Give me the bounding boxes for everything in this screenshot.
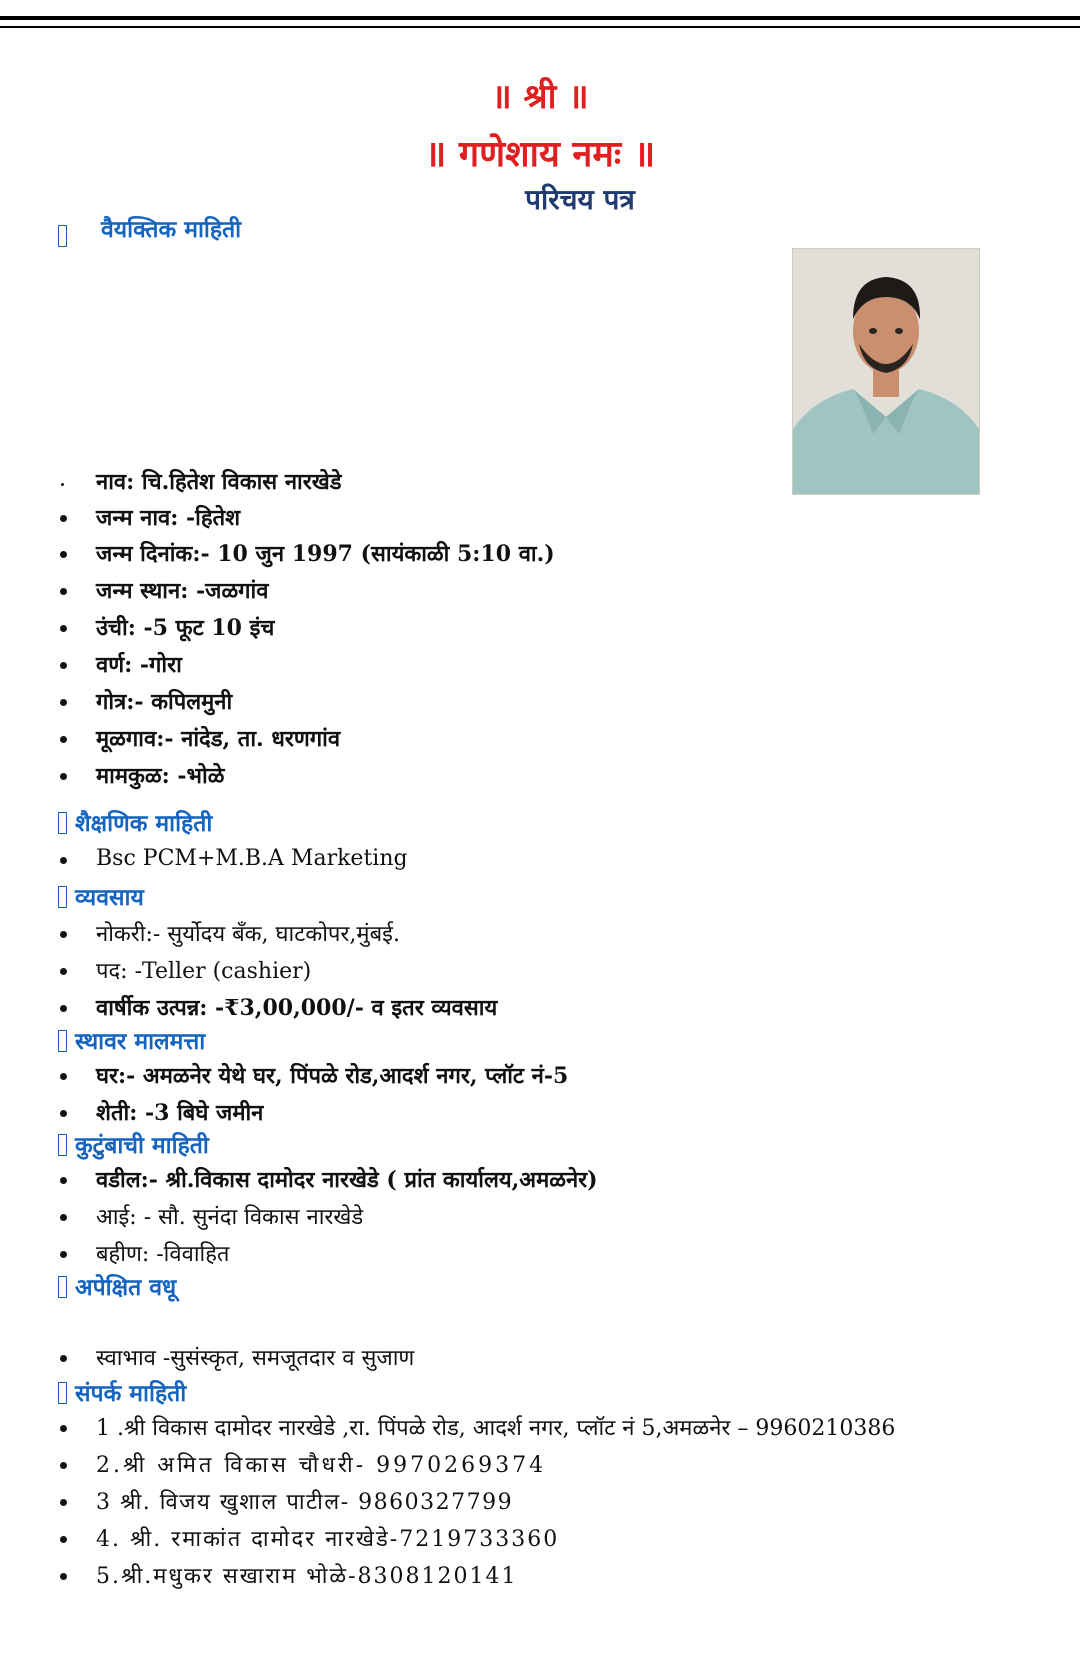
contact-item: 4. श्री. रमाकांत दामोदर नारखेडे-7219733360 (60, 1523, 523, 1553)
bullet-icon (60, 1425, 67, 1432)
checkbox-glyph-icon (58, 1030, 67, 1052)
list-item: पद: -Teller (cashier) (60, 955, 275, 985)
person-photo-icon (793, 249, 979, 494)
bullet-icon (60, 515, 67, 522)
contact-item: 5.श्री.मधुकर सखाराम भोळे-8308120141 (60, 1560, 482, 1590)
section-contact: संपर्क माहिती (58, 1376, 186, 1408)
list-item: जन्म नाव: -हितेश (60, 502, 204, 532)
list-item: वार्षीक उत्पन्न: -₹3,00,000/- व इतर व्यवसाय (60, 992, 461, 1022)
bullet-icon (60, 1110, 67, 1117)
list-item: Bsc PCM+M.B.A Marketing (60, 846, 372, 871)
list-item: शेती: -3 बिघे जमीन (60, 1097, 227, 1127)
list-item: नाव: चि.हितेश विकास नारखेडे (60, 466, 306, 496)
list-item: नोकरी:- सुर्योदय बँक, घाटकोपर,मुंबई. (60, 918, 364, 948)
bullet-icon (60, 699, 67, 706)
bullet-icon (60, 968, 67, 975)
contact-item: 1 .श्री विकास दामोदर नारखेडे ,रा. पिंपळे रोड, आदर्श नगर, प्लॉट नं 5,अमळनेर – 9960210386 (60, 1412, 859, 1442)
section-education: शैक्षणिक माहिती (58, 806, 212, 838)
list-item: जन्म दिनांक:- 10 जुन 1997 (सायंकाळी 5:10 वा.) (60, 538, 519, 568)
page-title: परिचय पत्र (525, 183, 635, 216)
section-property: स्थावर मालमत्ता (58, 1024, 205, 1056)
bullet-icon (61, 483, 64, 486)
list-item: वडील:- श्री.विकास दामोदर नारखेडे ( प्रांत कार्यालय,अमळनेर) (60, 1164, 562, 1194)
bullet-icon (60, 588, 67, 595)
bullet-icon (60, 857, 67, 864)
list-item: घर:- अमळनेर येथे घर, पिंपळे रोड,आदर्श नगर, प्लॉट नं-5 (60, 1060, 532, 1090)
bullet-icon (60, 1177, 67, 1184)
bullet-icon (60, 1499, 67, 1506)
checkbox-glyph-icon (58, 812, 67, 834)
list-item: स्वाभाव -सुसंस्कृत, समजूतदार व सुजाण (60, 1342, 378, 1372)
contact-item: 3 श्री. विजय खुशाल पाटील- 9860327799 (60, 1486, 477, 1516)
list-item: जन्म स्थान: -जळगांव (60, 575, 233, 605)
checkbox-glyph-icon (58, 225, 67, 247)
bullet-icon (60, 1214, 67, 1221)
section-expected-bride: अपेक्षित वधू (58, 1270, 176, 1302)
top-rule-thick (0, 16, 1080, 20)
list-item: गोत्र:- कपिलमुनी (60, 686, 196, 716)
bullet-icon (60, 551, 67, 558)
checkbox-glyph-icon (58, 1382, 67, 1404)
section-label: वैयक्तिक माहिती (101, 216, 242, 243)
bullet-icon (60, 931, 67, 938)
list-item: वर्ण: -गोरा (60, 649, 146, 679)
bullet-icon (60, 625, 67, 632)
checkbox-glyph-icon (58, 886, 67, 908)
bullet-icon (60, 1251, 67, 1258)
bullet-icon (60, 1355, 67, 1362)
bullet-icon (60, 1073, 67, 1080)
contact-item: 2.श्री अमित विकास चौधरी- 9970269374 (60, 1449, 510, 1479)
bullet-icon (60, 1005, 67, 1012)
bullet-icon (60, 773, 67, 780)
list-item: बहीण: -विवाहित (60, 1238, 193, 1268)
section-family: कुटुंबाची माहिती (58, 1128, 209, 1160)
section-personal (58, 212, 241, 247)
list-item: मूळगाव:- नांदेड, ता. धरणगांव (60, 723, 304, 753)
bullet-icon (60, 1573, 67, 1580)
bullet-icon (60, 736, 67, 743)
list-item: उंची: -5 फूट 10 इंच (60, 612, 238, 642)
ganesh-heading: ॥ गणेशाय नमः ॥ (424, 133, 656, 175)
shree-heading: ॥ श्री ॥ (491, 77, 589, 117)
list-item: आई: - सौ. सुनंदा विकास नारखेडे (60, 1201, 327, 1231)
top-rule-thin (0, 26, 1080, 28)
checkbox-glyph-icon (58, 1276, 67, 1298)
section-occupation: व्यवसाय (58, 880, 144, 912)
checkbox-glyph-icon (58, 1134, 67, 1156)
bullet-icon (60, 1536, 67, 1543)
list-item: मामकुळ: -भोळे (60, 760, 188, 790)
bullet-icon (60, 662, 67, 669)
bullet-icon (60, 1462, 67, 1469)
profile-photo (792, 248, 980, 495)
